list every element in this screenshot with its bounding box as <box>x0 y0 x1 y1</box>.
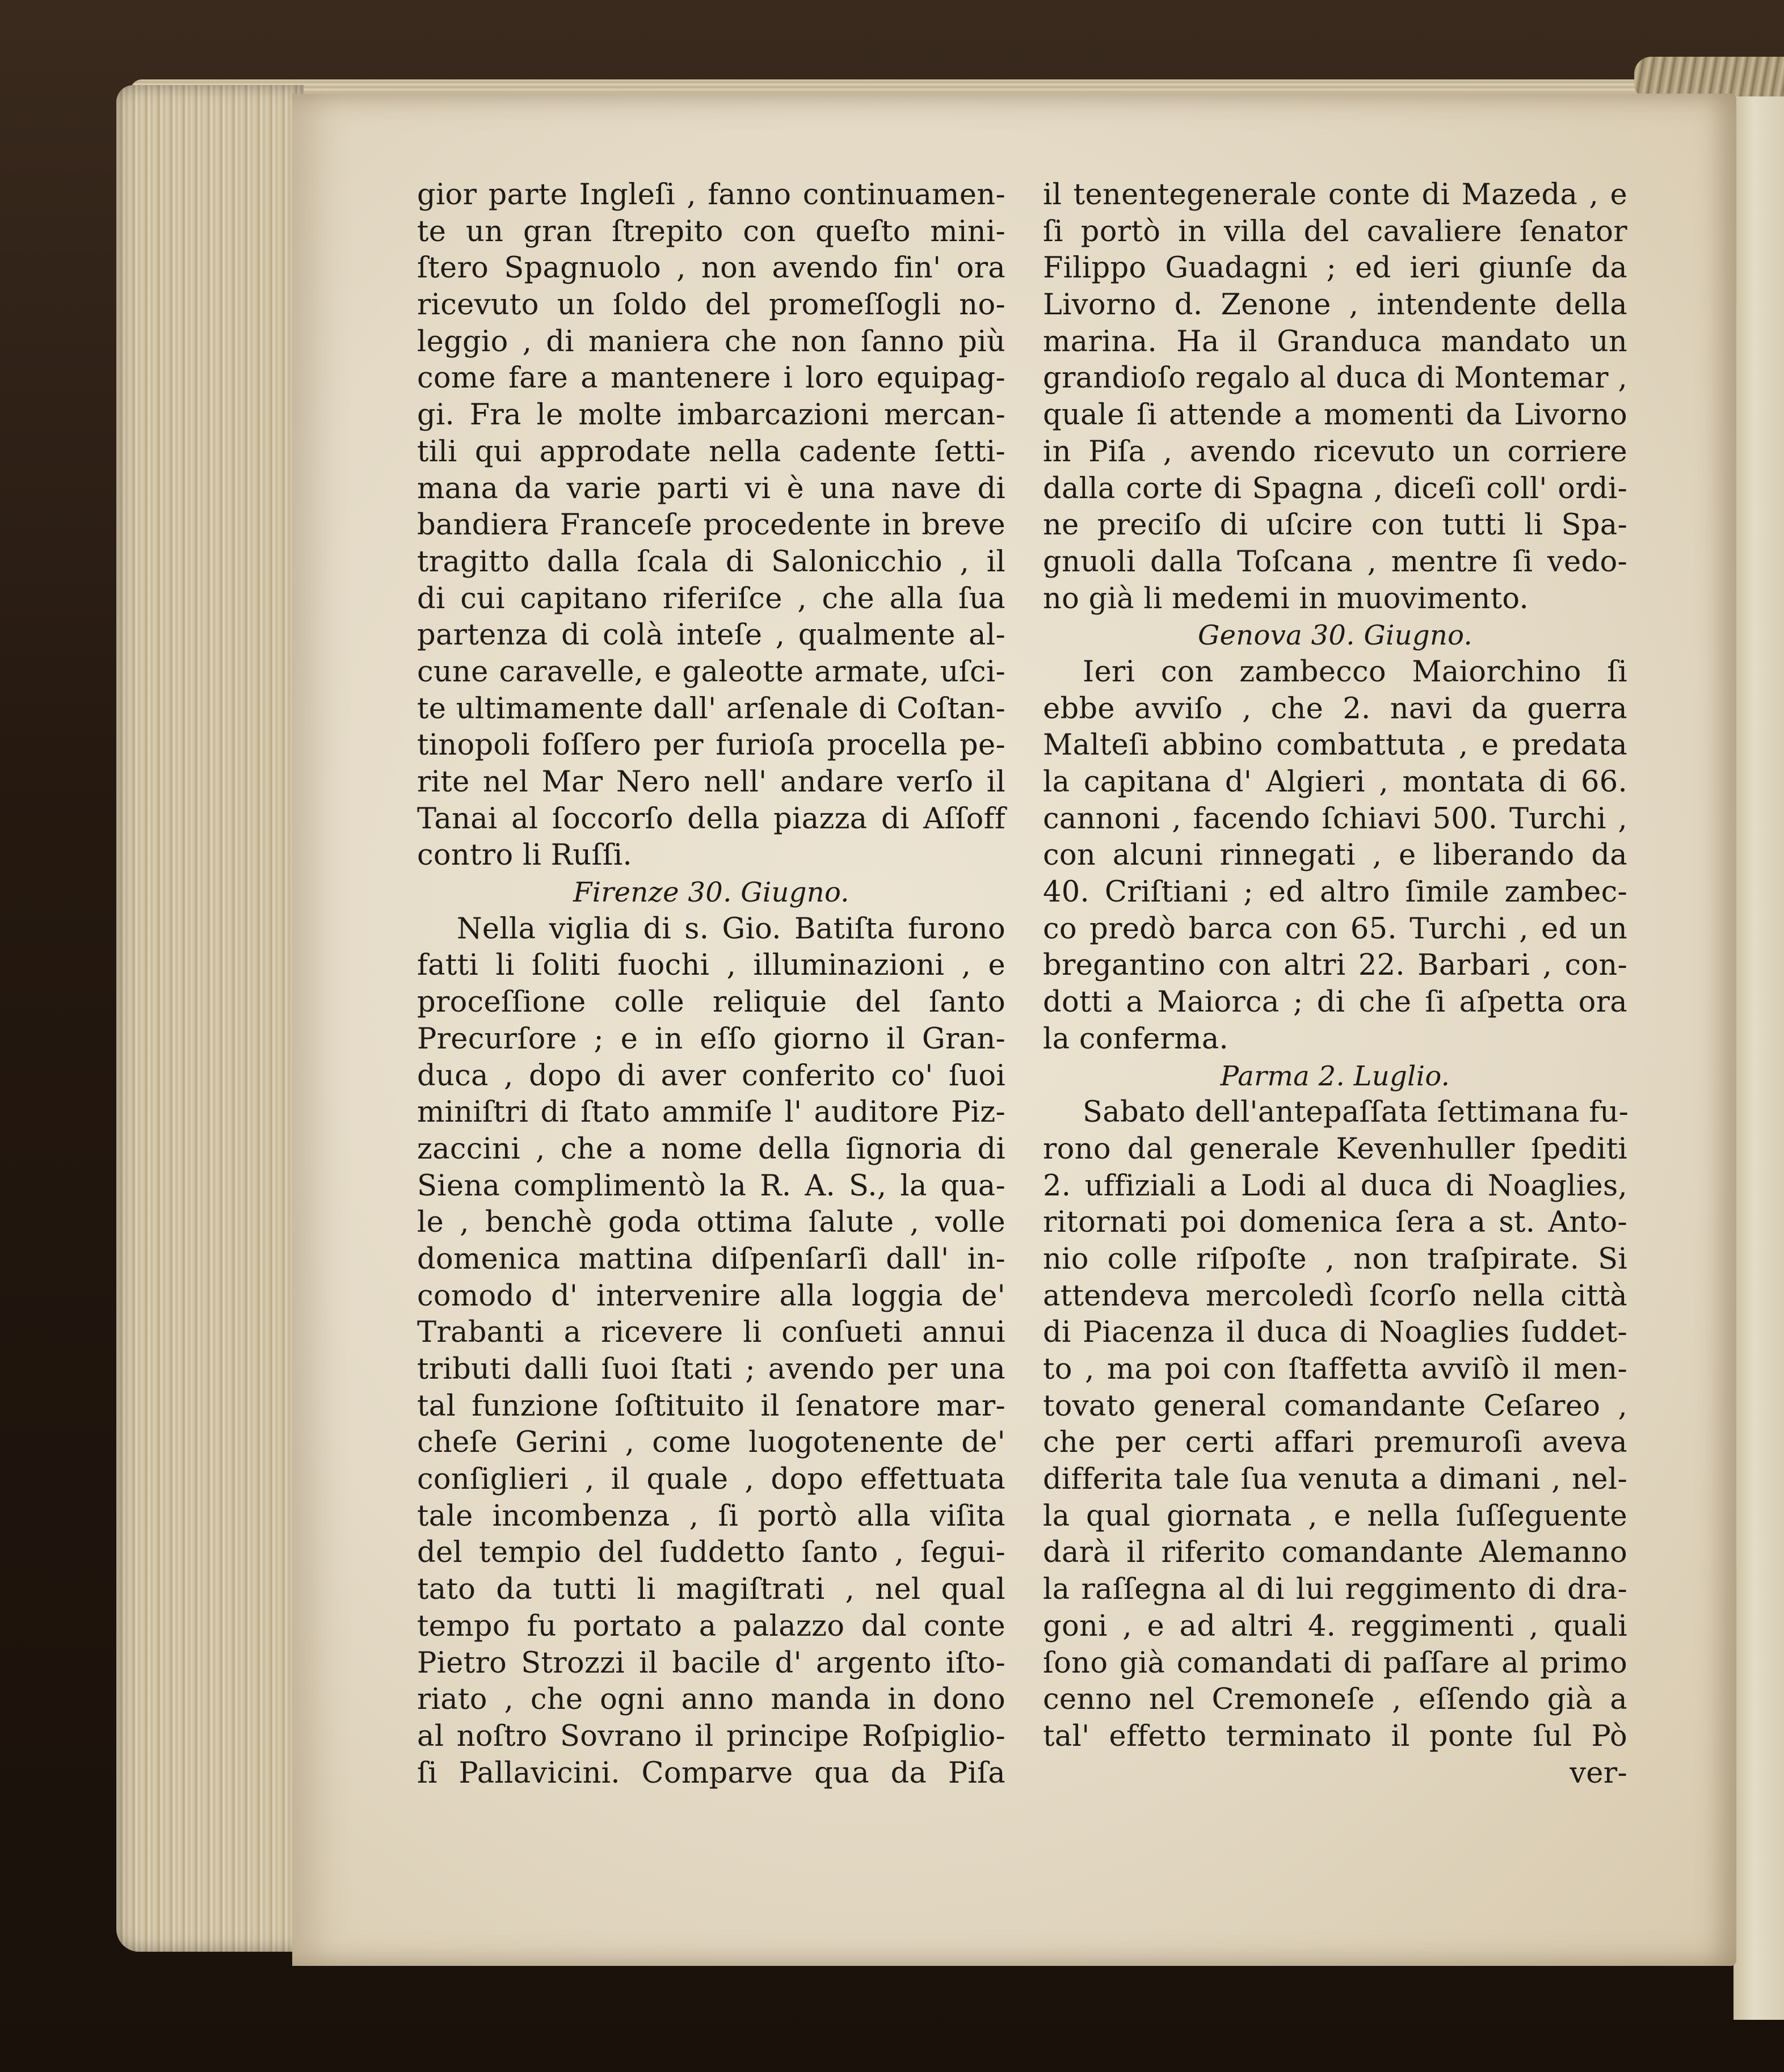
next-page-sliver <box>1733 96 1784 2020</box>
text-line: comodo d' intervenire alla loggia de' <box>417 1279 1005 1313</box>
text-line: di Piacenza il duca di Noaglies ſuddet- <box>1043 1316 1627 1350</box>
text-line: del tempio del ſuddetto ſanto , ſegui- <box>417 1536 1005 1570</box>
text-line: ricevuto un ſoldo del promeſſogli no- <box>417 288 1005 322</box>
text-line: goni , e ad altri 4. reggimenti , quali <box>1043 1609 1627 1643</box>
text-line: la conferma. <box>1043 1022 1229 1056</box>
text-line: 40. Criſtiani ; ed altro ſimile zambec- <box>1043 875 1627 909</box>
text-line: tato da tutti li magiſtrati , nel qual <box>417 1573 1005 1607</box>
text-line: la raſſegna al di lui reggimento di dra- <box>1043 1573 1627 1607</box>
text-line: darà il riferito comandante Alemanno <box>1043 1536 1627 1570</box>
text-line: Sabato dell'antepaſſata ſettimana fu- <box>1083 1096 1629 1130</box>
text-line: no già li medemi in muovimento. <box>1043 582 1529 616</box>
dateline-heading: Parma 2. Luglio. <box>1220 1060 1450 1092</box>
text-line: tinopoli foſſero per furioſa procella pe- <box>417 728 1005 763</box>
text-line: fatti li ſoliti fuochi , illuminazioni , e <box>417 949 1005 983</box>
dateline-heading: Firenze 30. Giugno. <box>573 877 849 909</box>
text-line: Precurſore ; e in eſſo giorno il Gran- <box>417 1022 1005 1056</box>
text-line: tributi dalli ſuoi ſtati ; avendo per una <box>417 1353 1005 1386</box>
text-line: gnuoli dalla Toſcana , mentre ſi vedo- <box>1043 545 1627 579</box>
text-line: ebbe avviſo , che 2. navi da guerra <box>1043 692 1627 726</box>
text-line: contro li Ruſſi. <box>417 839 633 873</box>
text-line: Nella viglia di s. Gio. Batiſta furono <box>457 912 1005 946</box>
text-line: grandioſo regalo al duca di Montemar , <box>1043 361 1627 395</box>
text-line: la qual giornata , e nella ſuſſeguente <box>1043 1499 1627 1533</box>
text-line: duca , dopo di aver conferito co' ſuoi <box>417 1059 1005 1093</box>
text-line: proceſſione colle reliquie del ſanto <box>417 986 1005 1020</box>
text-line: differita tale ſua venuta a dimani , nel- <box>1043 1463 1627 1497</box>
text-line: tal funzione ſoſtituito il ſenatore mar- <box>417 1389 1005 1423</box>
text-line: bandiera Franceſe procedente in breve <box>417 508 1005 542</box>
text-line: Trabanti a ricevere li conſueti annui <box>417 1316 1005 1350</box>
text-line: cenno nel Cremoneſe , eſſendo già a <box>1043 1683 1627 1717</box>
text-line: marina. Ha il Granduca mandato un <box>1043 325 1627 359</box>
text-line: ſono già comandati di paſſare al primo <box>1043 1646 1627 1680</box>
text-line: ne preciſo di uſcire con tutti li Spa- <box>1043 508 1627 542</box>
text-line: come fare a mantenere i loro equipag- <box>417 361 1005 395</box>
text-line: con alcuni rinnegati , e liberando da <box>1043 839 1627 873</box>
text-line: cune caravelle, e galeotte armate, uſci- <box>417 655 1005 689</box>
text-line: ſtero Spagnuolo , non avendo fin' ora <box>417 251 1005 285</box>
dateline-heading: Genova 30. Giugno. <box>1197 620 1473 652</box>
text-line: te un gran ſtrepito con queſto mini- <box>417 214 1005 249</box>
text-line: Filippo Guadagni ; ed ieri giunſe da <box>1043 251 1627 285</box>
text-line: dotti a Maiorca ; di che ſi aſpetta ora <box>1043 986 1627 1020</box>
text-line: ritornati poi domenica ſera a st. Anto- <box>1043 1206 1627 1240</box>
text-line: rite nel Mar Nero nell' andare verſo il <box>417 765 1005 799</box>
text-line: tempo fu portato a palazzo dal conte <box>417 1609 1005 1643</box>
text-line: to , ma poi con ſtaffetta avviſò il men- <box>1043 1353 1627 1386</box>
text-line: Tanai al ſoccorſo della piazza di Aſſoff <box>417 802 1005 836</box>
text-line: riato , che ogni anno manda in dono <box>417 1683 1005 1717</box>
text-line: domenica mattina diſpenſarſi dall' in- <box>417 1242 1005 1276</box>
text-line: Pietro Strozzi il bacile d' argento iſto- <box>417 1646 1005 1680</box>
text-line: tragitto dalla ſcala di Salonicchio , il <box>417 545 1005 579</box>
right-column <box>1043 177 1627 1792</box>
text-line: la capitana d' Algieri , montata di 66. <box>1043 765 1627 799</box>
text-line: in Piſa , avendo ricevuto un corriere <box>1043 435 1627 469</box>
text-line: te ultimamente dall' arſenale di Coſtan- <box>417 692 1005 726</box>
text-line: che per certi affari premuroſi aveva <box>1043 1426 1627 1460</box>
text-line: il tenentegenerale conte di Mazeda , e <box>1043 178 1627 212</box>
text-line: dalla corte di Spagna , diceſi coll' ordi- <box>1043 471 1627 506</box>
text-line: nio colle riſpoſte , non traſpirate. Si <box>1043 1242 1627 1276</box>
text-line: cannoni , facendo ſchiavi 500. Turchi , <box>1043 802 1627 836</box>
ribbon-bookmark <box>1634 57 1784 96</box>
text-line: 2. uffiziali a Lodi al duca di Noaglies, <box>1043 1169 1627 1203</box>
page-block-edges <box>116 85 304 1952</box>
text-line: conſiglieri , il quale , dopo effettuata <box>417 1463 1005 1497</box>
text-line: bregantino con altri 22. Barbari , con- <box>1043 949 1627 983</box>
text-line: tal' effetto terminato il ponte ſul Pò <box>1043 1719 1627 1753</box>
text-line: attendeva mercoledì ſcorſo nella città <box>1043 1279 1627 1313</box>
text-line: co predò barca con 65. Turchi , ed un <box>1043 912 1627 946</box>
text-line: leggio , di maniera che non ſanno più <box>417 325 1005 359</box>
text-line: Livorno d. Zenone , intendente della <box>1043 288 1627 322</box>
text-line: quale ſi attende a momenti da Livorno <box>1043 398 1627 432</box>
left-column <box>417 177 1005 1792</box>
text-line: rono dal generale Kevenhuller ſpediti <box>1043 1132 1627 1166</box>
catchword: ver- <box>1570 1756 1627 1790</box>
text-line: tili qui approdate nella cadente ſetti- <box>417 435 1005 469</box>
text-line: miniſtri di ſtato ammiſe l' auditore Piz- <box>417 1096 1005 1130</box>
text-line: cheſe Gerini , come luogotenente de' <box>417 1426 1005 1460</box>
text-line: al noſtro Sovrano il principe Roſpiglio- <box>417 1719 1005 1753</box>
text-line: ſi Pallavicini. Comparve qua da Piſa <box>417 1756 1005 1790</box>
text-line: Siena complimentò la R. A. S., la qua- <box>417 1169 1005 1203</box>
text-line: Malteſi abbino combattuta , e predata <box>1043 728 1627 763</box>
text-line: gior parte Ingleſi , fanno continuamen- <box>417 178 1005 212</box>
text-line: gi. Fra le molte imbarcazioni mercan- <box>417 398 1005 432</box>
text-line: Ieri con zambecco Maiorchino ſi <box>1083 655 1627 689</box>
text-line: partenza di colà inteſe , qualmente al- <box>417 618 1005 652</box>
text-line: tovato general comandante Ceſareo , <box>1043 1389 1627 1423</box>
text-line: tale incombenza , ſi portò alla viſita <box>417 1499 1005 1533</box>
text-line: ſi portò in villa del cavaliere ſenator <box>1043 214 1627 249</box>
text-line: zaccini , che a nome della ſignoria di <box>417 1132 1005 1166</box>
text-line: le , benchè goda ottima ſalute , volle <box>417 1206 1005 1240</box>
text-line: di cui capitano riferiſce , che alla ſua <box>417 582 1005 616</box>
text-line: mana da varie parti vi è una nave di <box>417 471 1005 506</box>
